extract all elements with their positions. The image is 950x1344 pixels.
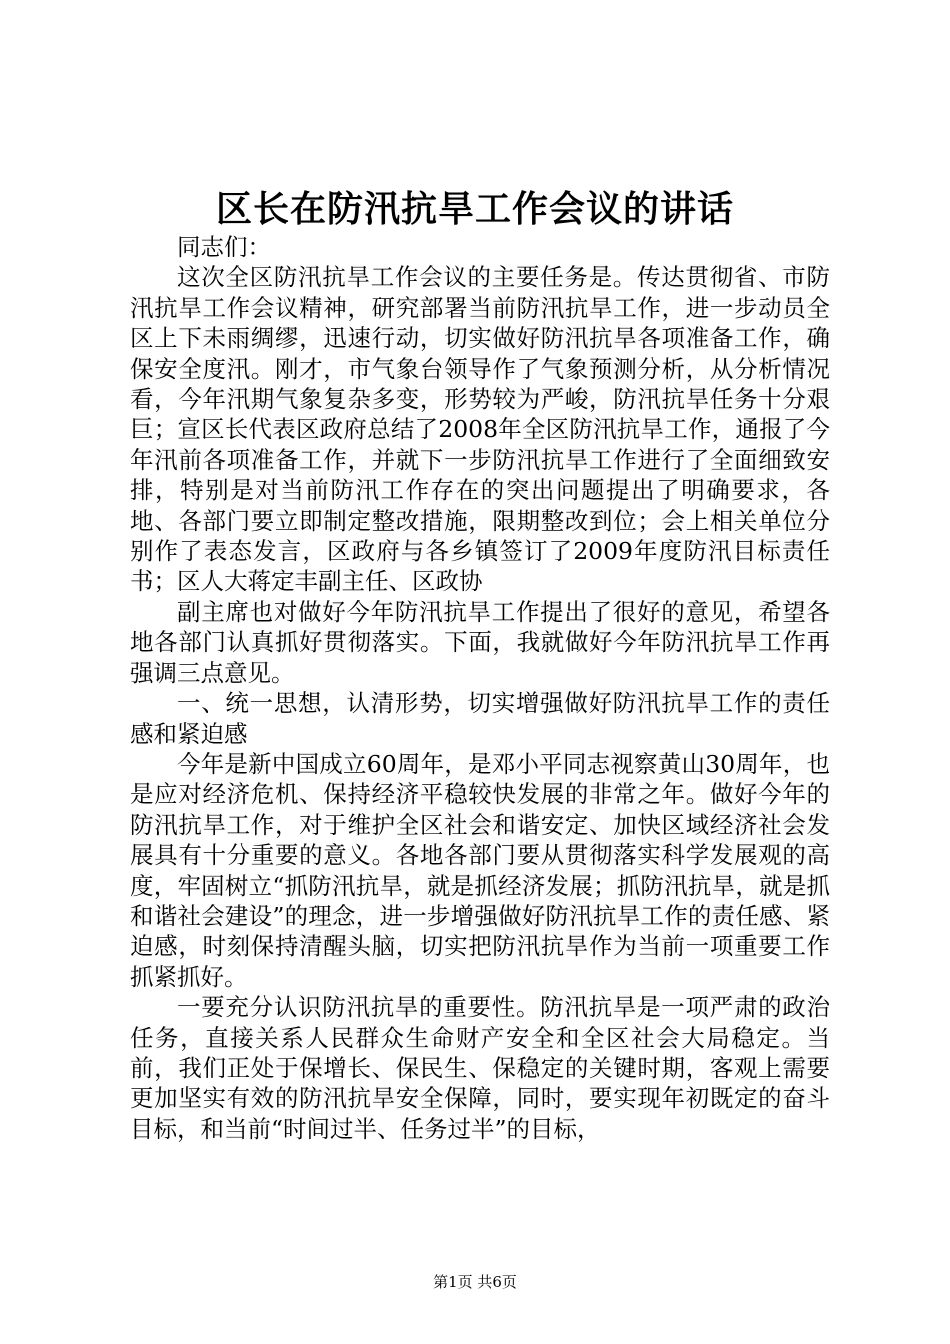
paragraph-importance: 一要充分认识防汛抗旱的重要性。防汛抗旱是一项严肃的政治任务，直接关系人民群众生命财产安全和全区社会大局稳定。当前，我们正处于保增长、保民生、保稳定的关键时期，客观上需要更加坚实有效的防汛抗旱安全保障，同时，要实现年初既定的奋斗目标，和当前“时间过半、任务过半”的目标， — [130, 993, 830, 1143]
page-footer: 第1页 共6页 — [433, 1273, 517, 1291]
paragraph-meeting-tasks: 这次全区防汛抗旱工作会议的主要任务是。传达贯彻省、市防汛抗旱工作会议精神，研究部署当前防汛抗旱工作，进一步动员全区上下未雨绸缪，迅速行动，切实做好防汛抗旱各项准备工作，确保安全度汛。刚才，市气象台领导作了气象预测分析，从分析情况看，今年汛期气象复杂多变，形势较为严峻，防汛抗旱任务十分艰巨；宣区长代表区政府总结了2008年全区防汛抗旱工作，通报了今年汛前各项准备工作，并就下一步防汛抗旱工作进行了全面细致安排，特别是对当前防汛工作存在的突出问题提出了明确要求，各地、各部门要立即制定整改措施，限期整改到位；会上相关单位分别作了表态发言，区政府与各乡镇签订了2009年度防汛目标责任书；区人大蒋定丰副主任、区政协 — [130, 263, 830, 596]
paragraph-vice-chair-opinions: 副主席也对做好今年防汛抗旱工作提出了很好的意见，希望各地各部门认真抓好贯彻落实。下面，我就做好今年防汛抗旱工作再强调三点意见。 — [130, 597, 830, 687]
paragraph-anniversary-year: 今年是新中国成立60周年，是邓小平同志视察黄山30周年，也是应对经济危机、保持经济平稳较快发展的非常之年。做好今年的防汛抗旱工作，对于维护全区社会和谐安定、加快区域经济社会发展具有十分重要的意义。各地各部门要从贯彻落实科学发展观的高度，牢固树立“抓防汛抗旱，就是抓经济发展；抓防汛抗旱，就是抓和谐社会建设”的理念，进一步增强做好防汛抗旱工作的责任感、紧迫感，时刻保持清醒头脑，切实把防汛抗旱作为当前一项重要工作抓紧抓好。 — [130, 749, 830, 991]
document-body — [130, 232, 830, 1144]
paragraph-greeting: 同志们： — [177, 233, 271, 261]
section-heading-one: 一、统一思想，认清形势，切实增强做好防汛抗旱工作的责任感和紧迫感 — [130, 689, 830, 748]
document-title: 区长在防汛抗旱工作会议的讲话 — [215, 188, 734, 230]
